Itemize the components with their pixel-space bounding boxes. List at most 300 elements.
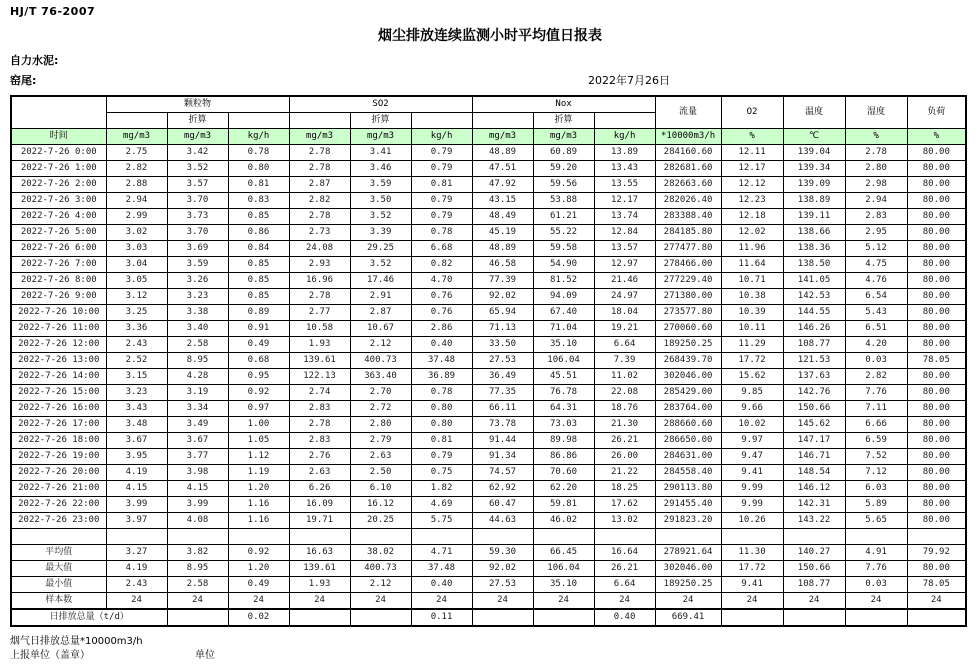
value-cell: 94.09 [533, 289, 594, 305]
value-cell: 80.00 [907, 145, 966, 161]
time-cell: 2022-7-26 5:00 [11, 225, 106, 241]
value-cell: 80.00 [907, 497, 966, 513]
value-cell: 284185.80 [655, 225, 721, 241]
summary-value-cell: 3.27 [106, 545, 167, 561]
empty-cell [533, 529, 594, 545]
value-cell: 284631.00 [655, 449, 721, 465]
empty-cell [721, 529, 783, 545]
value-cell: 146.26 [783, 321, 845, 337]
value-cell: 291823.20 [655, 513, 721, 529]
time-column-header: 时间 [11, 129, 106, 145]
summary-value-cell: 189250.25 [655, 577, 721, 593]
value-cell: 2.80 [350, 417, 411, 433]
hourly-data-row [11, 209, 966, 225]
value-cell: 12.17 [594, 193, 655, 209]
value-cell: 64.31 [533, 401, 594, 417]
value-cell: 3.98 [167, 465, 228, 481]
location-line [10, 72, 970, 86]
value-cell: 9.99 [721, 497, 783, 513]
value-cell: 22.08 [594, 385, 655, 401]
summary-value-cell: 0.92 [228, 545, 289, 561]
hourly-data-row [11, 353, 966, 369]
value-cell: 3.99 [106, 497, 167, 513]
value-cell: 59.20 [533, 161, 594, 177]
daily-total-value-cell [472, 609, 533, 626]
value-cell: 11.29 [721, 337, 783, 353]
value-cell: 62.92 [472, 481, 533, 497]
summary-value-cell: 24 [106, 593, 167, 610]
value-cell: 20.25 [350, 513, 411, 529]
value-cell: 2.82 [106, 161, 167, 177]
value-cell: 2.50 [350, 465, 411, 481]
summary-value-cell: 2.43 [106, 577, 167, 593]
value-cell: 4.75 [845, 257, 907, 273]
page-title: 烟尘排放连续监测小时平均值日报表 [378, 28, 602, 44]
value-cell: 11.02 [594, 369, 655, 385]
value-cell: 10.39 [721, 305, 783, 321]
value-cell: 62.20 [533, 481, 594, 497]
value-cell: 6.59 [845, 433, 907, 449]
value-cell: 4.15 [167, 481, 228, 497]
value-cell: 2.94 [106, 193, 167, 209]
value-cell: 146.71 [783, 449, 845, 465]
value-cell: 4.08 [167, 513, 228, 529]
value-cell: 2.86 [411, 321, 472, 337]
value-cell: 46.02 [533, 513, 594, 529]
value-cell: 4.28 [167, 369, 228, 385]
company-label: 自力水泥: [10, 54, 59, 67]
daily-total-value-cell [533, 609, 594, 626]
value-cell: 7.52 [845, 449, 907, 465]
empty-cell [106, 529, 167, 545]
time-cell: 2022-7-26 8:00 [11, 273, 106, 289]
summary-value-cell: 92.02 [472, 561, 533, 577]
value-cell: 80.00 [907, 369, 966, 385]
summary-value-cell: 78.05 [907, 577, 966, 593]
time-cell: 2022-7-26 23:00 [11, 513, 106, 529]
value-cell: 0.80 [228, 161, 289, 177]
value-cell: 139.04 [783, 145, 845, 161]
value-cell: 282681.60 [655, 161, 721, 177]
value-cell: 0.80 [411, 401, 472, 417]
value-cell: 17.46 [350, 273, 411, 289]
value-cell: 80.00 [907, 401, 966, 417]
value-cell: 106.04 [533, 353, 594, 369]
value-cell: 283388.40 [655, 209, 721, 225]
hourly-data-row [11, 241, 966, 257]
value-cell: 3.99 [167, 497, 228, 513]
value-cell: 10.02 [721, 417, 783, 433]
time-cell: 2022-7-26 13:00 [11, 353, 106, 369]
value-cell: 80.00 [907, 513, 966, 529]
value-cell: 146.12 [783, 481, 845, 497]
spacer-row [11, 529, 966, 545]
value-cell: 0.79 [411, 161, 472, 177]
value-cell: 59.58 [533, 241, 594, 257]
value-cell: 148.54 [783, 465, 845, 481]
value-cell: 6.03 [845, 481, 907, 497]
summary-value-cell: 37.48 [411, 561, 472, 577]
group-header-so2: SO2 [289, 96, 472, 113]
nox-kgh-spacer [594, 113, 655, 129]
value-cell: 400.73 [350, 353, 411, 369]
value-cell: 3.52 [350, 209, 411, 225]
summary-value-cell: 17.72 [721, 561, 783, 577]
value-cell: 4.70 [411, 273, 472, 289]
value-cell: 9.41 [721, 465, 783, 481]
value-cell: 0.83 [228, 193, 289, 209]
value-cell: 2.12 [350, 337, 411, 353]
value-cell: 3.38 [167, 305, 228, 321]
value-cell: 0.85 [228, 209, 289, 225]
summary-value-cell: 106.04 [533, 561, 594, 577]
flow-column-header: 流量 [655, 96, 721, 129]
value-cell: 80.00 [907, 257, 966, 273]
value-cell: 277477.80 [655, 241, 721, 257]
value-cell: 78.05 [907, 353, 966, 369]
summary-row [11, 593, 966, 610]
value-cell: 8.95 [167, 353, 228, 369]
hourly-data-row [11, 385, 966, 401]
hourly-data-row [11, 401, 966, 417]
value-cell: 6.51 [845, 321, 907, 337]
humidity-column-header: 湿度 [845, 96, 907, 129]
value-cell: 0.76 [411, 305, 472, 321]
unit-cell: kg/h [594, 129, 655, 145]
value-cell: 4.15 [106, 481, 167, 497]
standard-code: HJ/T 76-2007 [10, 5, 96, 18]
value-cell: 3.40 [167, 321, 228, 337]
value-cell: 0.85 [228, 273, 289, 289]
value-cell: 71.04 [533, 321, 594, 337]
value-cell: 139.11 [783, 209, 845, 225]
value-cell: 92.02 [472, 289, 533, 305]
value-cell: 142.76 [783, 385, 845, 401]
value-cell: 363.40 [350, 369, 411, 385]
unit-cell: mg/m3 [167, 129, 228, 145]
empty-cell [783, 529, 845, 545]
value-cell: 21.22 [594, 465, 655, 481]
value-cell: 24.08 [289, 241, 350, 257]
value-cell: 0.97 [228, 401, 289, 417]
value-cell: 2.87 [350, 305, 411, 321]
hourly-data-row [11, 465, 966, 481]
value-cell: 137.63 [783, 369, 845, 385]
value-cell: 13.74 [594, 209, 655, 225]
flue-gas-total-label: 烟气日排放总量*10000m3/h [10, 636, 143, 647]
daily-total-value-cell: 0.11 [411, 609, 472, 626]
value-cell: 139.09 [783, 177, 845, 193]
value-cell: 1.12 [228, 449, 289, 465]
value-cell: 3.41 [350, 145, 411, 161]
value-cell: 277229.40 [655, 273, 721, 289]
value-cell: 77.39 [472, 273, 533, 289]
value-cell: 2.82 [289, 193, 350, 209]
value-cell: 0.79 [411, 193, 472, 209]
summary-value-cell: 59.30 [472, 545, 533, 561]
summary-value-cell: 302046.00 [655, 561, 721, 577]
value-cell: 3.67 [106, 433, 167, 449]
value-cell: 2.74 [289, 385, 350, 401]
summary-value-cell: 0.49 [228, 577, 289, 593]
value-cell: 12.18 [721, 209, 783, 225]
empty-cell [11, 529, 106, 545]
value-cell: 80.00 [907, 385, 966, 401]
unit-cell: mg/m3 [289, 129, 350, 145]
value-cell: 80.00 [907, 209, 966, 225]
summary-value-cell: 150.66 [783, 561, 845, 577]
summary-value-cell: 24 [594, 593, 655, 610]
value-cell: 138.66 [783, 225, 845, 241]
value-cell: 80.00 [907, 481, 966, 497]
summary-value-cell: 8.95 [167, 561, 228, 577]
value-cell: 80.00 [907, 337, 966, 353]
value-cell: 10.38 [721, 289, 783, 305]
value-cell: 19.21 [594, 321, 655, 337]
time-cell: 2022-7-26 9:00 [11, 289, 106, 305]
report-unit-label: 上报单位（盖章） [10, 650, 90, 661]
value-cell: 1.16 [228, 497, 289, 513]
summary-value-cell: 9.41 [721, 577, 783, 593]
hourly-data-row [11, 145, 966, 161]
time-cell: 2022-7-26 10:00 [11, 305, 106, 321]
summary-value-cell: 24 [845, 593, 907, 610]
value-cell: 138.89 [783, 193, 845, 209]
value-cell: 3.77 [167, 449, 228, 465]
group-header-nox: Nox [472, 96, 655, 113]
value-cell: 91.44 [472, 433, 533, 449]
value-cell: 16.96 [289, 273, 350, 289]
summary-label: 平均值 [11, 545, 106, 561]
time-cell: 2022-7-26 19:00 [11, 449, 106, 465]
value-cell: 6.64 [594, 337, 655, 353]
hourly-data-row [11, 225, 966, 241]
value-cell: 15.62 [721, 369, 783, 385]
value-cell: 2.77 [289, 305, 350, 321]
value-cell: 80.00 [907, 177, 966, 193]
daily-total-value-cell [721, 609, 783, 626]
value-cell: 1.82 [411, 481, 472, 497]
units-row [11, 129, 966, 145]
value-cell: 3.46 [350, 161, 411, 177]
summary-label: 样本数 [11, 593, 106, 610]
value-cell: 285429.00 [655, 385, 721, 401]
value-cell: 2.94 [845, 193, 907, 209]
value-cell: 121.53 [783, 353, 845, 369]
value-cell: 0.40 [411, 337, 472, 353]
hourly-data-row [11, 177, 966, 193]
summary-value-cell: 140.27 [783, 545, 845, 561]
value-cell: 35.10 [533, 337, 594, 353]
hourly-data-row [11, 449, 966, 465]
value-cell: 3.67 [167, 433, 228, 449]
value-cell: 0.81 [411, 433, 472, 449]
unit-label: 单位 [195, 650, 215, 661]
value-cell: 2.88 [106, 177, 167, 193]
value-cell: 5.65 [845, 513, 907, 529]
so2-raw-spacer [289, 113, 350, 129]
value-cell: 282663.60 [655, 177, 721, 193]
summary-value-cell: 24 [655, 593, 721, 610]
pm-converted-label: 折算 [167, 113, 228, 129]
value-cell: 142.53 [783, 289, 845, 305]
value-cell: 19.71 [289, 513, 350, 529]
summary-value-cell: 400.73 [350, 561, 411, 577]
value-cell: 6.54 [845, 289, 907, 305]
value-cell: 284558.40 [655, 465, 721, 481]
daily-total-value-cell [289, 609, 350, 626]
value-cell: 150.66 [783, 401, 845, 417]
value-cell: 45.51 [533, 369, 594, 385]
time-cell: 2022-7-26 12:00 [11, 337, 106, 353]
empty-cell [594, 529, 655, 545]
summary-value-cell: 4.19 [106, 561, 167, 577]
value-cell: 21.46 [594, 273, 655, 289]
summary-value-cell: 11.30 [721, 545, 783, 561]
value-cell: 7.39 [594, 353, 655, 369]
value-cell: 3.23 [106, 385, 167, 401]
time-cell: 2022-7-26 3:00 [11, 193, 106, 209]
value-cell: 55.22 [533, 225, 594, 241]
summary-value-cell: 24 [167, 593, 228, 610]
value-cell: 33.50 [472, 337, 533, 353]
summary-value-cell: 38.02 [350, 545, 411, 561]
summary-value-cell: 35.10 [533, 577, 594, 593]
empty-cell [411, 529, 472, 545]
hourly-data-row [11, 161, 966, 177]
value-cell: 10.26 [721, 513, 783, 529]
empty-cell [472, 529, 533, 545]
value-cell: 2.78 [289, 209, 350, 225]
value-cell: 80.00 [907, 289, 966, 305]
daily-total-value-cell [907, 609, 966, 626]
time-cell: 2022-7-26 18:00 [11, 433, 106, 449]
location-label: 窑尾: [10, 74, 37, 87]
summary-value-cell: 66.45 [533, 545, 594, 561]
value-cell: 3.49 [167, 417, 228, 433]
value-cell: 288660.60 [655, 417, 721, 433]
summary-value-cell: 16.64 [594, 545, 655, 561]
hourly-data-row [11, 417, 966, 433]
time-cell: 2022-7-26 4:00 [11, 209, 106, 225]
summary-value-cell: 24 [350, 593, 411, 610]
summary-value-cell: 26.21 [594, 561, 655, 577]
value-cell: 0.82 [411, 257, 472, 273]
value-cell: 53.88 [533, 193, 594, 209]
value-cell: 3.42 [167, 145, 228, 161]
empty-cell [167, 529, 228, 545]
summary-value-cell: 24 [907, 593, 966, 610]
value-cell: 13.55 [594, 177, 655, 193]
summary-label: 最大值 [11, 561, 106, 577]
daily-total-value-cell [783, 609, 845, 626]
hourly-data-row [11, 289, 966, 305]
value-cell: 122.13 [289, 369, 350, 385]
value-cell: 282026.40 [655, 193, 721, 209]
value-cell: 80.00 [907, 241, 966, 257]
daily-total-value-cell: 0.02 [228, 609, 289, 626]
so2-converted-label: 折算 [350, 113, 411, 129]
value-cell: 0.68 [228, 353, 289, 369]
value-cell: 80.00 [907, 161, 966, 177]
value-cell: 9.47 [721, 449, 783, 465]
summary-row [11, 545, 966, 561]
summary-row [11, 561, 966, 577]
value-cell: 9.97 [721, 433, 783, 449]
o2-column-header: O2 [721, 96, 783, 129]
time-cell: 2022-7-26 20:00 [11, 465, 106, 481]
time-cell: 2022-7-26 17:00 [11, 417, 106, 433]
value-cell: 2.98 [845, 177, 907, 193]
value-cell: 6.10 [350, 481, 411, 497]
value-cell: 46.58 [472, 257, 533, 273]
value-cell: 2.83 [289, 401, 350, 417]
value-cell: 3.04 [106, 257, 167, 273]
hourly-data-row [11, 497, 966, 513]
value-cell: 0.03 [845, 353, 907, 369]
value-cell: 60.47 [472, 497, 533, 513]
hourly-data-row [11, 513, 966, 529]
value-cell: 5.12 [845, 241, 907, 257]
value-cell: 44.63 [472, 513, 533, 529]
value-cell: 2.63 [350, 449, 411, 465]
value-cell: 2.76 [289, 449, 350, 465]
value-cell: 138.50 [783, 257, 845, 273]
value-cell: 3.59 [167, 257, 228, 273]
value-cell: 0.78 [411, 385, 472, 401]
value-cell: 12.84 [594, 225, 655, 241]
value-cell: 89.98 [533, 433, 594, 449]
value-cell: 2.99 [106, 209, 167, 225]
value-cell: 47.51 [472, 161, 533, 177]
hourly-data-row [11, 321, 966, 337]
value-cell: 12.02 [721, 225, 783, 241]
summary-value-cell: 0.40 [411, 577, 472, 593]
value-cell: 143.22 [783, 513, 845, 529]
value-cell: 73.03 [533, 417, 594, 433]
value-cell: 0.95 [228, 369, 289, 385]
value-cell: 3.52 [167, 161, 228, 177]
value-cell: 73.78 [472, 417, 533, 433]
value-cell: 17.72 [721, 353, 783, 369]
value-cell: 10.67 [350, 321, 411, 337]
value-cell: 81.52 [533, 273, 594, 289]
value-cell: 2.87 [289, 177, 350, 193]
value-cell: 18.04 [594, 305, 655, 321]
daily-total-value-cell [845, 609, 907, 626]
value-cell: 12.17 [721, 161, 783, 177]
empty-cell [289, 529, 350, 545]
report-unit-line [10, 646, 970, 660]
value-cell: 4.20 [845, 337, 907, 353]
value-cell: 271380.00 [655, 289, 721, 305]
unit-cell: % [721, 129, 783, 145]
value-cell: 108.77 [783, 337, 845, 353]
value-cell: 2.79 [350, 433, 411, 449]
value-cell: 3.05 [106, 273, 167, 289]
summary-value-cell: 6.64 [594, 577, 655, 593]
summary-value-cell: 24 [411, 593, 472, 610]
value-cell: 2.83 [845, 209, 907, 225]
unit-cell: mg/m3 [533, 129, 594, 145]
value-cell: 80.00 [907, 225, 966, 241]
value-cell: 6.26 [289, 481, 350, 497]
value-cell: 2.78 [289, 145, 350, 161]
value-cell: 13.89 [594, 145, 655, 161]
value-cell: 2.91 [350, 289, 411, 305]
value-cell: 3.59 [350, 177, 411, 193]
value-cell: 74.57 [472, 465, 533, 481]
